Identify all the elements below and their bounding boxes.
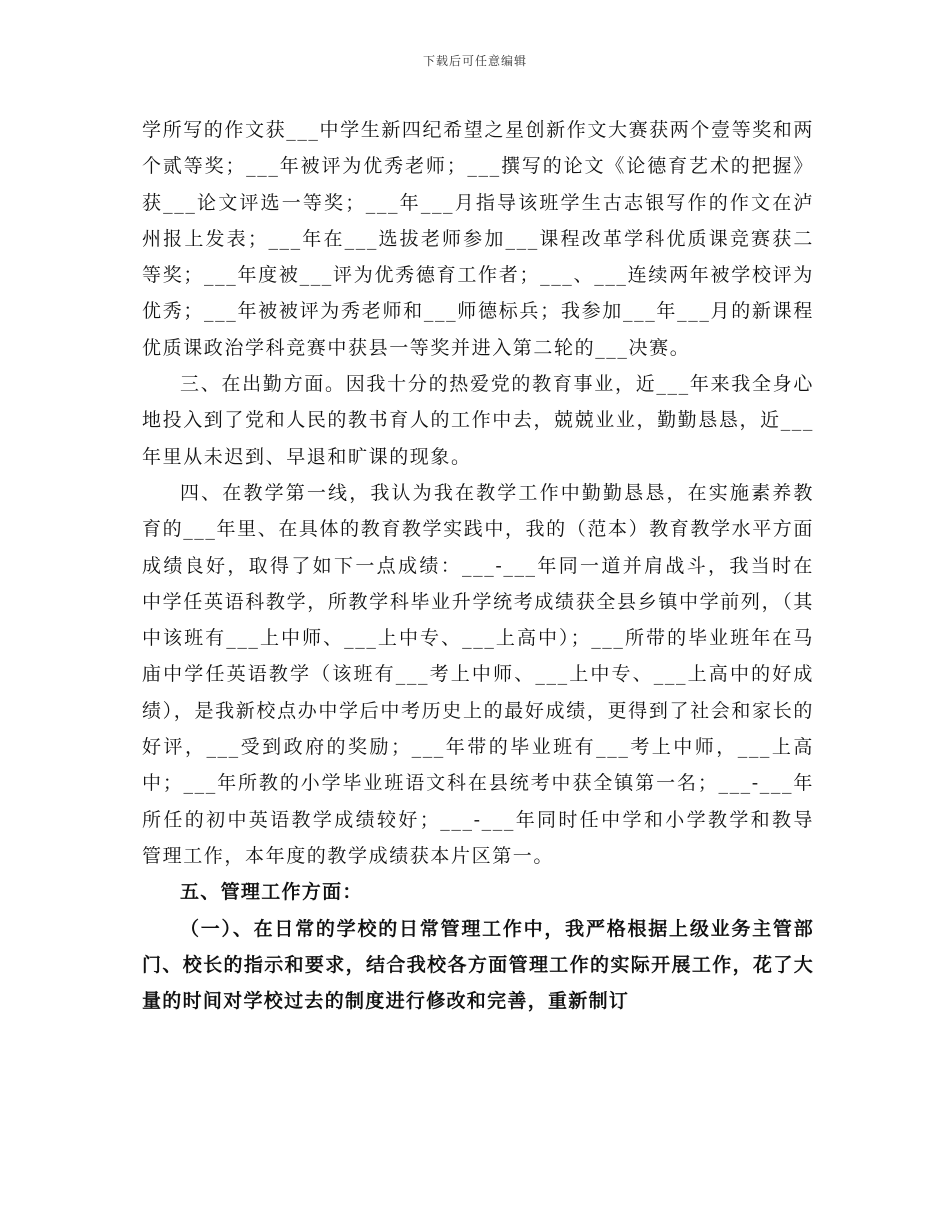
page-header: 下载后可任意编辑 [422, 54, 527, 68]
paragraph-awards-continued: 学所写的作文获___中学生新四纪希望之星创新作文大赛获两个壹等奖和两个贰等奖；___年被评为优秀老师；___撰写的论文《论德育艺术的把握》获___论文评选一等奖；___年___月指导该班学生古志银写作的作文在泸州报上发表；___年在___选拔老师参加___课程改革学科优质课竞赛获二等奖；___年度被___评为优秀德育工作者；___、___连续两年被学校评为优秀；___年被被评为秀老师和___师德标兵；我参加___年___月的新课程优质课政治学科竞赛中获县一等奖并进入第二轮的___决赛。 [142, 119, 814, 359]
paragraph-attendance: 三、在出勤方面。因我十分的热爱党的教育事业，近___年来我全身心地投入到了党和人民的教书育人的工作中去，兢兢业业，勤勤恳恳，近___年里从未迟到、早退和旷课的现象。 [142, 373, 814, 468]
section-heading-management: 五、管理工作方面： [180, 881, 363, 904]
paragraph-teaching: 四、在教学第一线，我认为我在教学工作中勤勤恳恳，在实施素养教育的___年里、在具体的教育教学实践中，我的（范本）教育教学水平方面成绩良好，取得了如下一点成绩：___-___年同一道并肩战斗，我当时在中学任英语科教学，所教学科毕业升学统考成绩获全县乡镇中学前列，（其中该班有___上中师、___上中专、___上高中）；___所带的毕业班年在马庙中学任英语教学（该班有___考上中师、___上中专、___上高中的好成绩），是我新校点办中学后中考历史上的最好成绩，更得到了社会和家长的好评，___受到政府的奖励；___年带的毕业班有___考上中师，___上高中；___年所教的小学毕业班语文科在县统考中获全镇第一名；___-___年所任的初中英语教学成绩较好；___-___年同时任中学和小学教学和教导管理工作，本年度的教学成绩获本片区第一。 [142, 481, 814, 867]
document-body [142, 112, 814, 1019]
paragraph-management-daily: （一）、在日常的学校的日常管理工作中，我严格根据上级业务主管部门、校长的指示和要求，结合我校各方面管理工作的实际开展工作，花了大量的时间对学校过去的制度进行修改和完善，重新制订 [142, 917, 814, 1013]
